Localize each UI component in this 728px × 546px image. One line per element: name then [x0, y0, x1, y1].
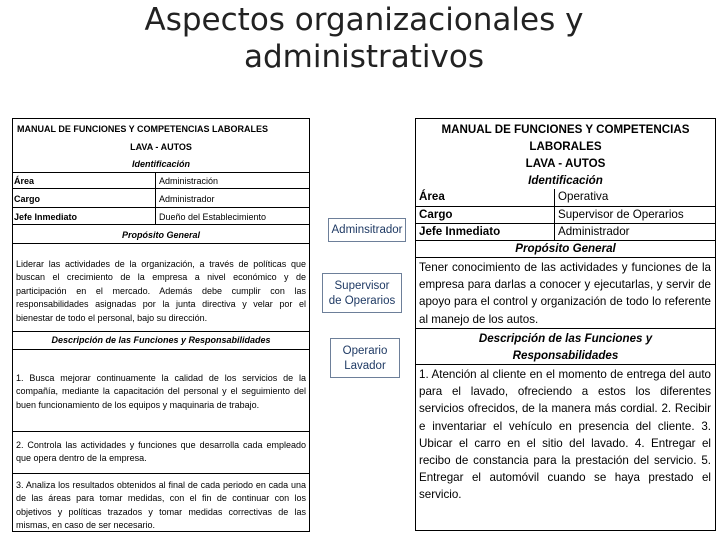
cargo-value: Administrador [159, 194, 215, 204]
org-box-supervisor-line-1: Supervisor [334, 280, 390, 292]
functions-text: 1. Atención al cliente en el momento de entrega del auto para el lavado, ofreciendo a estos los diferentes servicios ofrecidos, de la manera más cordial. 2. Recibir e inventariar el vehículo en presencia del cliente. 3. Ubicar el carro en el sitio del lavado. 4. Entregar el recibo de constancia para la prestación del servicio. 5. Entregar el automóvil cuando se haya prestado el servicio. [419, 368, 711, 502]
identification-label: Identificación [528, 174, 603, 187]
function-2-text: 2. Controla las actividades y funciones que desarrolla cada empleado que opera dentro de la empresa. [16, 440, 306, 464]
purpose-text: Liderar las actividades de la organización, a través de políticas que buscan el crecimiento de la empresa a nivel económico y de participación en el mercado. Además debe cumplir con las responsabilidades asignadas por la junta directiva y velar por el bienestar de todo el personal, bajo su dirección. [16, 259, 306, 323]
divider [155, 189, 156, 207]
area-row [416, 189, 715, 206]
functions-row [416, 364, 715, 532]
org-box-supervisor-line-2: de Operarios [328, 294, 396, 307]
jefe-row [416, 223, 715, 240]
purpose-heading: Propósito General [121, 230, 201, 240]
org-box-supervisor [322, 273, 402, 313]
cargo-label: Cargo [14, 194, 41, 204]
functions-heading-row [13, 331, 309, 349]
functions-heading-line-1: Descripción de las Funciones y [478, 332, 653, 345]
title-line-1: Aspectos organizacionales y [144, 2, 584, 38]
functions-heading: Descripción de las Funciones y Responsabilidades [51, 335, 271, 345]
cargo-row [416, 206, 715, 223]
org-box-administrator-label: Adminsitrador [331, 224, 403, 236]
divider [554, 207, 555, 223]
identification-row [13, 154, 309, 172]
jefe-row [13, 207, 309, 224]
company-name: LAVA - AUTOS [525, 157, 606, 170]
jefe-value: Dueño del Establecimiento [159, 212, 267, 222]
cargo-row [13, 188, 309, 207]
function-1-text: 1. Busca mejorar continuamente la calidad de los servicios de la compañía, mediante la capacitación del personal y el seguimiento del buen funcionamiento de los equipos y maquinaria de trabajo. [16, 373, 306, 410]
function-1-row [13, 349, 309, 431]
purpose-row [13, 243, 309, 331]
area-row [13, 172, 309, 188]
functions-heading-row [416, 328, 715, 364]
divider [155, 208, 156, 224]
purpose-text: Tener conocimiento de las actividades y funciones de la empresa para darlas a conocer y ejecutarlas, y servir de apoyo para el control y organización de todo lo referente al manejo de los autos. [419, 261, 711, 326]
manual-heading-row [13, 119, 309, 138]
area-label: Área [14, 176, 35, 186]
jefe-value: Administrador [558, 225, 630, 238]
manual-heading-line-2: LABORALES [529, 140, 602, 153]
area-label: Área [419, 190, 445, 203]
company-row [13, 138, 309, 154]
company-name: LAVA - AUTOS [130, 142, 192, 152]
function-3-text: 3. Analiza los resultados obtenidos al final de cada periodo en cada una de las áreas para tomar medidas, con el fin de continuar con los objetivos y políticas trazados y tomar medidas correctivas de las mismas, en caso de ser necesario. [16, 480, 306, 531]
divider [554, 224, 555, 240]
purpose-heading-row [13, 224, 309, 243]
supervisor-manual-table [415, 118, 716, 531]
slide-title [60, 2, 668, 76]
manual-heading-line-1: MANUAL DE FUNCIONES Y COMPETENCIAS [441, 123, 690, 136]
org-box-operator-line-2: Lavador [344, 359, 386, 372]
manual-heading: MANUAL DE FUNCIONES Y COMPETENCIAS LABORALES [17, 124, 269, 134]
divider [155, 173, 156, 188]
divider [554, 189, 555, 206]
cargo-label: Cargo [419, 208, 453, 221]
jefe-label: Jefe Inmediato [419, 225, 501, 238]
org-box-operator [330, 338, 400, 378]
area-value: Administración [159, 176, 219, 186]
jefe-label: Jefe Inmediato [14, 212, 78, 222]
org-box-operator-line-1: Operario [342, 345, 388, 357]
functions-heading-line-2: Responsabilidades [512, 349, 619, 362]
purpose-heading-row [416, 240, 715, 257]
title-line-2: administrativos [243, 39, 485, 75]
area-value: Operativa [558, 190, 609, 203]
purpose-heading: Propósito General [515, 242, 616, 255]
org-box-administrator [328, 218, 406, 242]
function-2-row [13, 431, 309, 473]
purpose-row [416, 257, 715, 328]
admin-manual-table [12, 118, 310, 532]
cargo-value: Supervisor de Operarios [558, 208, 684, 221]
manual-heading-block [416, 119, 715, 189]
function-3-row [13, 473, 309, 533]
identification-label: Identificación [131, 159, 190, 169]
